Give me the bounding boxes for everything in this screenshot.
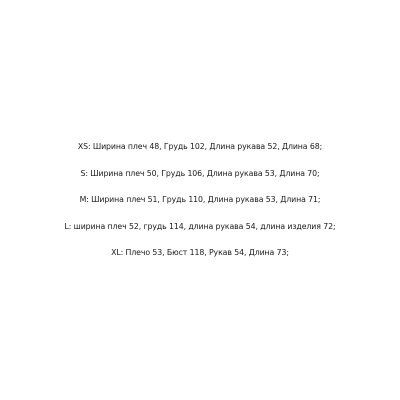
size-chart-list — [0, 134, 400, 267]
size-line-xl: XL: Плечо 53, Бюст 118, Рукав 54, Длина 73; — [111, 248, 289, 257]
size-line-l: L: ширина плеч 52, грудь 114, длина рукава 54, длина изделия 72; — [64, 221, 336, 231]
size-line-xs: XS: Ширина плеч 48, Грудь 102, Длина рукава 52, Длина 68; — [77, 142, 323, 151]
size-line-m: M: Ширина плеч 51, Грудь 110, Длина рукава 53, Длина 71; — [79, 195, 321, 204]
size-line-s: S: Ширина плеч 50, Грудь 106, Длина рукава 53, Длина 70; — [80, 168, 320, 178]
